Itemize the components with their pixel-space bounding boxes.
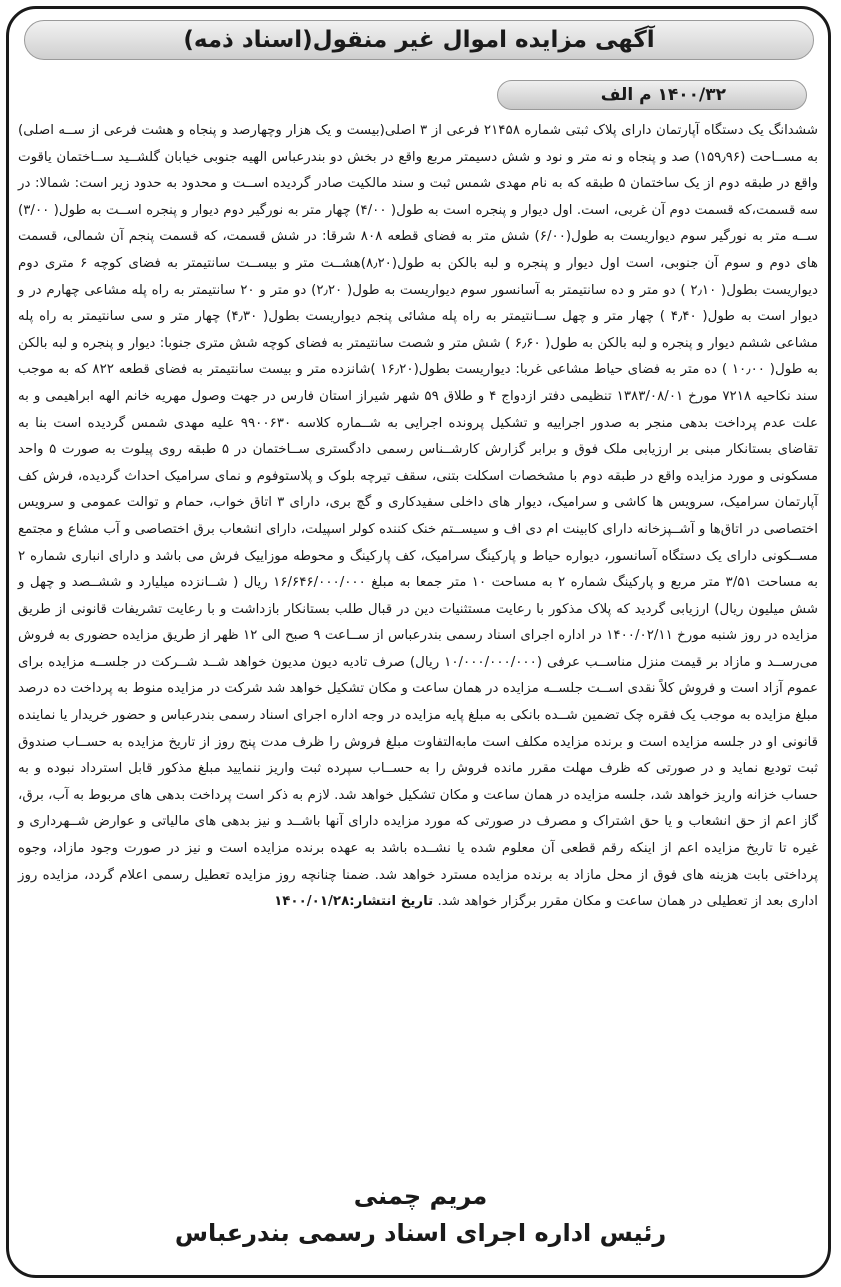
notice-body <box>18 118 818 916</box>
signatory-name: مریم چمنی <box>353 1182 488 1210</box>
publication-date: تاریخ انتشار:۱۴۰۰/۰۱/۲۸ <box>274 894 434 910</box>
signatory-title: رئیس اداره اجرای اسناد رسمی بندرعباس <box>174 1219 667 1247</box>
title-banner <box>24 20 814 60</box>
reference-banner <box>497 80 807 110</box>
notice-paragraph: ششدانگ یک دستگاه آپارتمان دارای پلاک ثبتی شماره ۲۱۴۵۸ فرعی از ۳ اصلی(بیست و یک هزار وچهارصد و پنجاه و هشت فرعی از ســه اصلی) به مســاحت (۱۵۹٫۹۶) صد و پنجاه و نه متر و نود و شش دسیمتر مربع واقع در بخش دو بندرعباس الهیه جنوبی خیابان گلشــید ســاختمان یاقوت واقع در طبقه دوم از یک ساختمان ۵ طبقه که به نام مهدی شمس ثبت و سند مالکیت صادر گردیده اســت و محدود به حدود زیر است: شمالا: در سه قسمت،که قسمت دوم آن غربی، است. اول دیوار و پنجره است به طول( ۴/۰۰) چهار متر به نورگیر دوم دیوار و پنجره اســت به طول( ۳/۰۰) ســه متر به نورگیر سوم دیواریست به طول(۶/۰۰) شش متر به فضای قطعه ۸۰۸ شرقا: در شش قسمت، که قسمت پنجم آن شمالی، قسمت های دوم و سوم آن جنوبی، است اول دیوار و پنجره و لبه بالکن به طول(۸٫۲۰)هشــت متر و بیســت سانتیمتر به فضای کوچه ۶ متری دوم دیواریست بطول( ۲٫۱۰ ) دو متر و ده سانتیمتر به آسانسور سوم دیواریست به طول( ۲٫۲۰) دو متر و ۲۰ سانتیمتر به راه پله مشاعی چهارم در و دیوار است به طول( ۴٫۴۰ ) چهار متر و چهل ســانتیمتر به راه پله مشائی پنجم دیواریست بطول( ۴٫۳۰) چهار متر و سی سانتیمتر به راه پله مشاعی ششم دیوار و پنجره و لبه بالکن به طول( ۶٫۶۰ ) شش متر و شصت سانتیمتر به فضای کوچه شش متری جنوبا: دیوار و پنجره و لبه بالکن به طول( ۱۰٫۰۰ ) ده متر به فضای حیاط مشاعی غربا: دیواریست بطول(۱۶٫۲۰ )شانزده متر و بیست سانتیمتر به فضای قطعه ۸۲۲ که به موجب سند نکاحیه ۷۲۱۸ مورخ ۱۳۸۳/۰۸/۰۱ تنظیمی دفتر ازدواج ۴ و طلاق ۵۹ شهر شیراز استان فارس در جهت وصول مهریه خانم الهه ابراهیمی و به علت عدم پرداخت بدهی منجر به صدور اجراییه و تشکیل پرونده اجرایی به شــماره کلاسه ۹۹۰۰۶۳۰ علیه مهدی شمس گردیده است بنا به تقاضای بستانکار مبنی بر ارزیابی ملک فوق و برابر گزارش کارشــناس رسمی دادگستری ســاختمان در ۵ طبقه روی پیلوت به صورت ۵ واحد مسکونی و مورد مزایده واقع در طبقه دوم با مشخصات اسکلت بتنی، سقف تیرچه بلوک و پلاستوفوم و نمای سرامیک احداث گردیده، فرش کف آپارتمان سرامیک، سرویس ها کاشی و سرامیک، دیوار های داخلی سفیدکاری و گچ بری، دارای ۳ اتاق خواب، حمام و توالت عمومی و سرویس اختصاصی در اتاق‌ها و آشــپزخانه دارای کابینت ام دی اف و سیســتم خنک کننده کولر اسپیلت، دارای انشعاب برق اختصاصی و آب مشاع و مجتمع مســکونی دارای یک دستگاه آسانسور، دیواره حیاط و پارکینگ سرامیک، کف پارکینگ و محوطه موزاییک فرش می باشد و دارای انباری شماره ۲ به مساحت ۳/۵۱ متر مربع و پارکینگ شماره ۲ به مساحت ۱۰ متر جمعا به مبلغ ۱۶/۶۴۶/۰۰۰/۰۰۰ ریال ( شــانزده میلیارد و ششــصد و چهل و شش میلیون ریال) ارزیابی گردید که پلاک مذکور با رعایت مستثنیات دین در قبال طلب بستانکار بازداشت و با رعایت تشریفات قانونی از طریق مزایده در روز شنبه مورخ ۱۴۰۰/۰۲/۱۱ در اداره اجرای اسناد رسمی بندرعباس از ســاعت ۹ صبح الی ۱۲ ظهر از طریق مزایده حضوری به فروش می‌رســد و مازاد بر قیمت منزل مناســب عرفی (۱۰/۰۰۰/۰۰۰/۰۰۰ ریال) صرف تادیه دیون مدیون خواهد شــد شــرکت در جلســه مزایده برای عموم آزاد است و فروش کلاً نقدی اســت جلســه مزایده در همان ساعت و مکان تشکیل خواهد شد شرکت در مزایده منوط به پرداخت ده درصد مبلغ مزایده به موجب یک فقره چک تضمین شــده بانکی به مبلغ پایه مزایده در وجه اداره اجرای اسناد رسمی بندرعباس و حضور خریدار یا نماینده قانونی او در جلسه مزایده است و برنده مزایده مکلف است مابه‌التفاوت مبلغ فروش را ظرف مدت پنج روز از تاریخ مزایده به حســاب صندوق ثبت تودیع نماید و در صورتی که ظرف مهلت مقرر مانده فروش را به حســاب سپرده ثبت واریز ننمایید مبلغ مذکور قابل استرداد نبوده و به حساب خزانه واریز خواهد شد، جلسه مزایده در همان ساعت و مکان تشکیل خواهد شد. لازم به ذکر است پرداخت بدهی های مربوط به آب، برق، گاز اعم از حق انشعاب و یا حق اشتراک و مصرف در صورتی که مورد مزایده دارای آنها باشــد و نیز بدهی های مالیاتی و عوارض شــهرداری و غیره تا تاریخ مزایده اعم از اینکه رقم قطعی آن معلوم شده یا نشــده باشد به عهده برنده مزایده است و نیز در صورت وجود مازاد، وجوه پرداختی بابت هزینه های فوق از محل مازاد به برنده مزایده مسترد خواهد شد. ضمنا چنانچه روز مزایده تعطیل رسمی اعلام گردد، مزایده روز اداری بعد از تعطیلی در همان ساعت و مکان مقرر برگزار خواهد شد. <box>18 123 819 910</box>
reference-number: ۱۴۰۰/۳۲ م الف <box>600 85 726 105</box>
page-title: آگهی مزایده اموال غیر منقول(اسناد ذمه) <box>183 27 655 53</box>
signature-block <box>0 1178 841 1252</box>
